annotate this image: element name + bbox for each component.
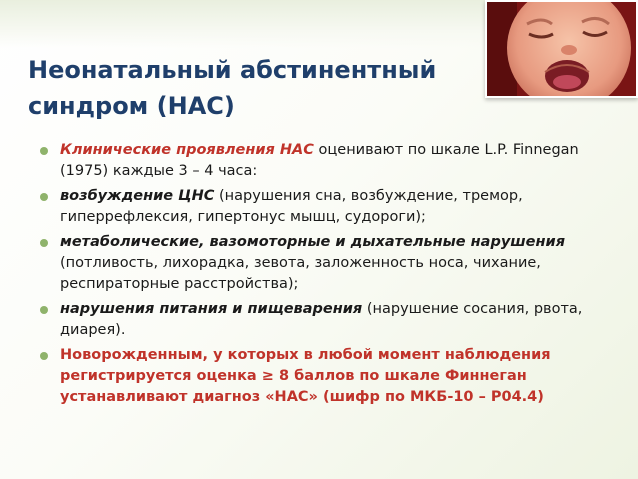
- bullet-dot-icon: [40, 147, 48, 155]
- list-item: [38, 299, 613, 341]
- list-item: [38, 232, 613, 295]
- item-emphasis: нарушения питания и пищеварения: [60, 301, 363, 317]
- title-line-2: синдром (НАС): [28, 92, 235, 120]
- slide-title: [28, 52, 468, 124]
- list-item: [38, 186, 613, 228]
- baby-face-illustration: [487, 2, 638, 98]
- bullet-list: [38, 140, 613, 412]
- diagnosis-statement: Новорожденным, у которых в любой момент наблюдения регистрируется оценка ≥ 8 баллов по шкале Финнеган устанавливают диагноз «НАС» (шифр по МКБ-10 – Р04.4): [60, 347, 551, 405]
- item-emphasis: возбуждение ЦНС: [60, 188, 215, 204]
- item-text: (нарушение сосания, рвота, диарея).: [60, 301, 583, 338]
- bullet-dot-icon: [40, 193, 48, 201]
- bullet-dot-icon: [40, 352, 48, 360]
- crying-baby-photo: [485, 0, 638, 98]
- item-text: (нарушения сна, возбуждение, тремор, гиперрефлексия, гипертонус мышц, судороги);: [60, 188, 523, 225]
- bullet-dot-icon: [40, 306, 48, 314]
- item-emphasis: Клинические проявления НАС: [60, 142, 314, 158]
- list-item: [38, 345, 613, 408]
- item-emphasis: метаболические, вазомоторные и дыхательные нарушения: [60, 234, 566, 250]
- title-line-1: Неонатальный абстинентный: [28, 56, 437, 84]
- item-text: (потливость, лихорадка, зевота, заложенность носа, чихание, респираторные расстройства);: [60, 255, 541, 292]
- bullet-dot-icon: [40, 239, 48, 247]
- item-text: оценивают по шкале L.P. Finnegan (1975) каждые 3 – 4 часа:: [60, 142, 579, 179]
- list-item: [38, 140, 613, 182]
